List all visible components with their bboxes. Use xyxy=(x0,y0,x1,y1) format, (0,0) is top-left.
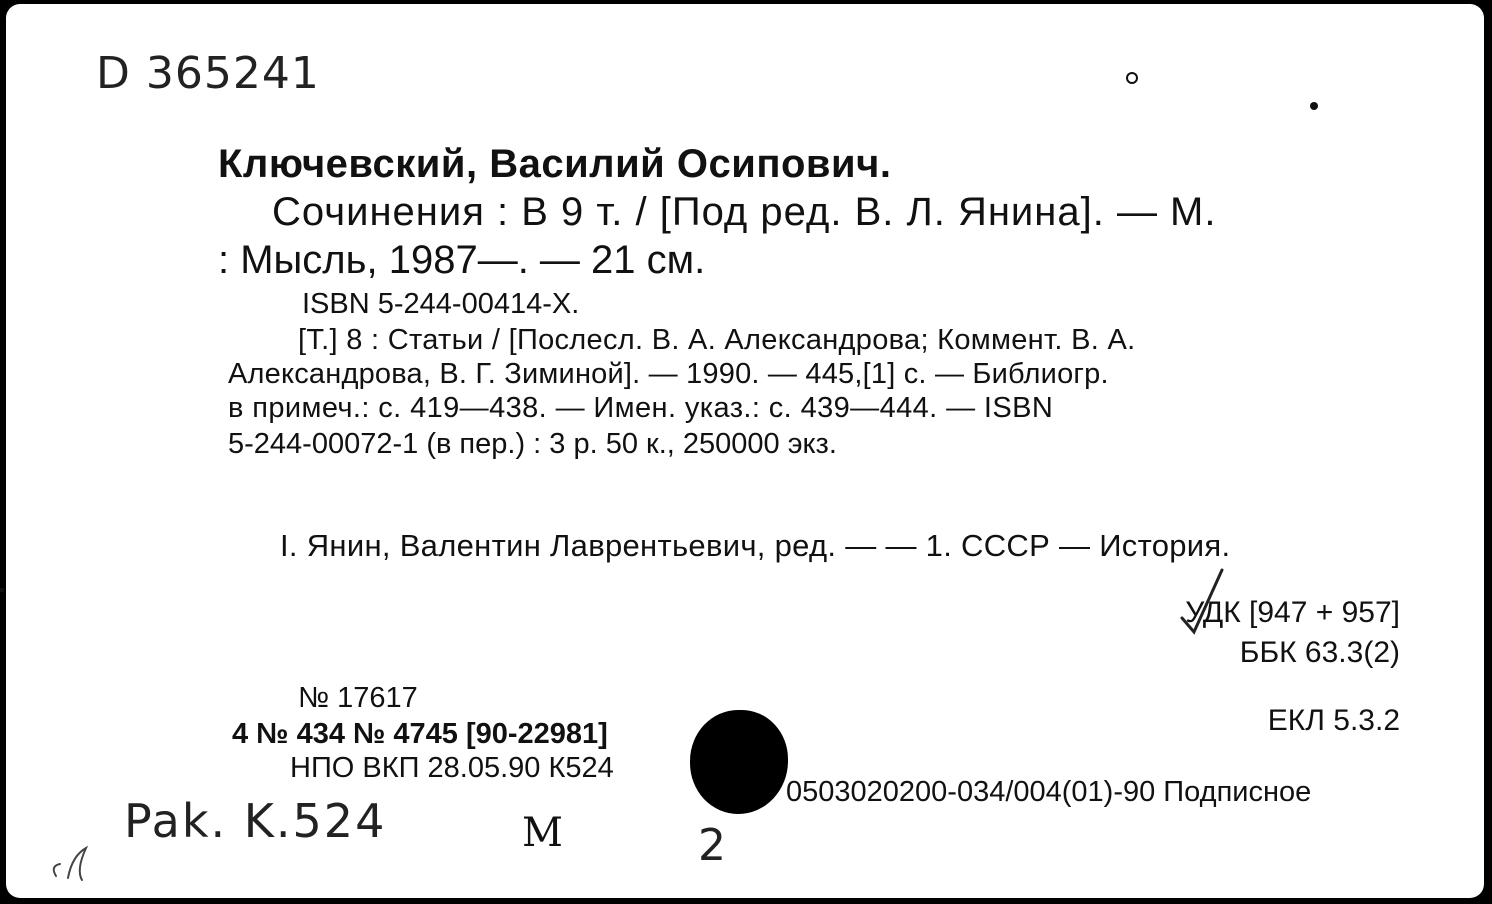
handwritten-m: M xyxy=(522,810,563,856)
order-line: 4 № 434 № 4745 [90-22981] xyxy=(232,718,608,750)
udk-code: УДК [947 + 957] xyxy=(1185,596,1400,629)
catalog-card xyxy=(6,4,1484,898)
author-heading: Ключевский, Василий Осипович. xyxy=(218,142,892,186)
handwritten-2: 2 xyxy=(698,820,726,871)
punch-dot xyxy=(1126,72,1138,84)
title-line-2: : Мысль, 1987—. — 21 см. xyxy=(218,238,706,282)
call-number: D 365241 xyxy=(96,48,320,99)
volume-line-4: 5-244-00072-1 (в пер.) : 3 р. 50 к., 250000 экз. xyxy=(228,428,837,460)
ekl-code: ЕКЛ 5.3.2 xyxy=(1267,704,1400,737)
ink-dot xyxy=(1310,102,1318,110)
isbn-line: ISBN 5-244-00414-X. xyxy=(302,288,580,320)
volume-line-1: [Т.] 8 : Статьи / [Послесл. В. А. Александрова; Коммент. В. А. xyxy=(298,324,1136,356)
price-code-line: 0503020200-034/004(01)-90 Подписное xyxy=(786,776,1312,808)
bbk-code: ББК 63.3(2) xyxy=(1239,636,1400,669)
npo-line: НПО ВКП 28.05.90 К524 xyxy=(290,752,614,784)
pencil-scribble-icon xyxy=(46,826,106,886)
title-line-1: Сочинения : В 9 т. / [Под ред. В. Л. Янина]. — М. xyxy=(272,190,1217,234)
registration-number: № 17617 xyxy=(298,682,418,714)
volume-line-3: в примеч.: с. 419—438. — Имен. указ.: с. 439—444. — ISBN xyxy=(228,392,1054,424)
edge-mark xyxy=(0,588,4,592)
ink-blot xyxy=(690,710,788,814)
tracing-line: I. Янин, Валентин Лаврентьевич, ред. — — 1. СССР — История. xyxy=(280,528,1231,563)
volume-line-2: Александрова, В. Г. Зиминой]. — 1990. — 445,[1] с. — Библиогр. xyxy=(228,358,1109,390)
shelf-mark: Pak. K.524 xyxy=(124,794,387,848)
